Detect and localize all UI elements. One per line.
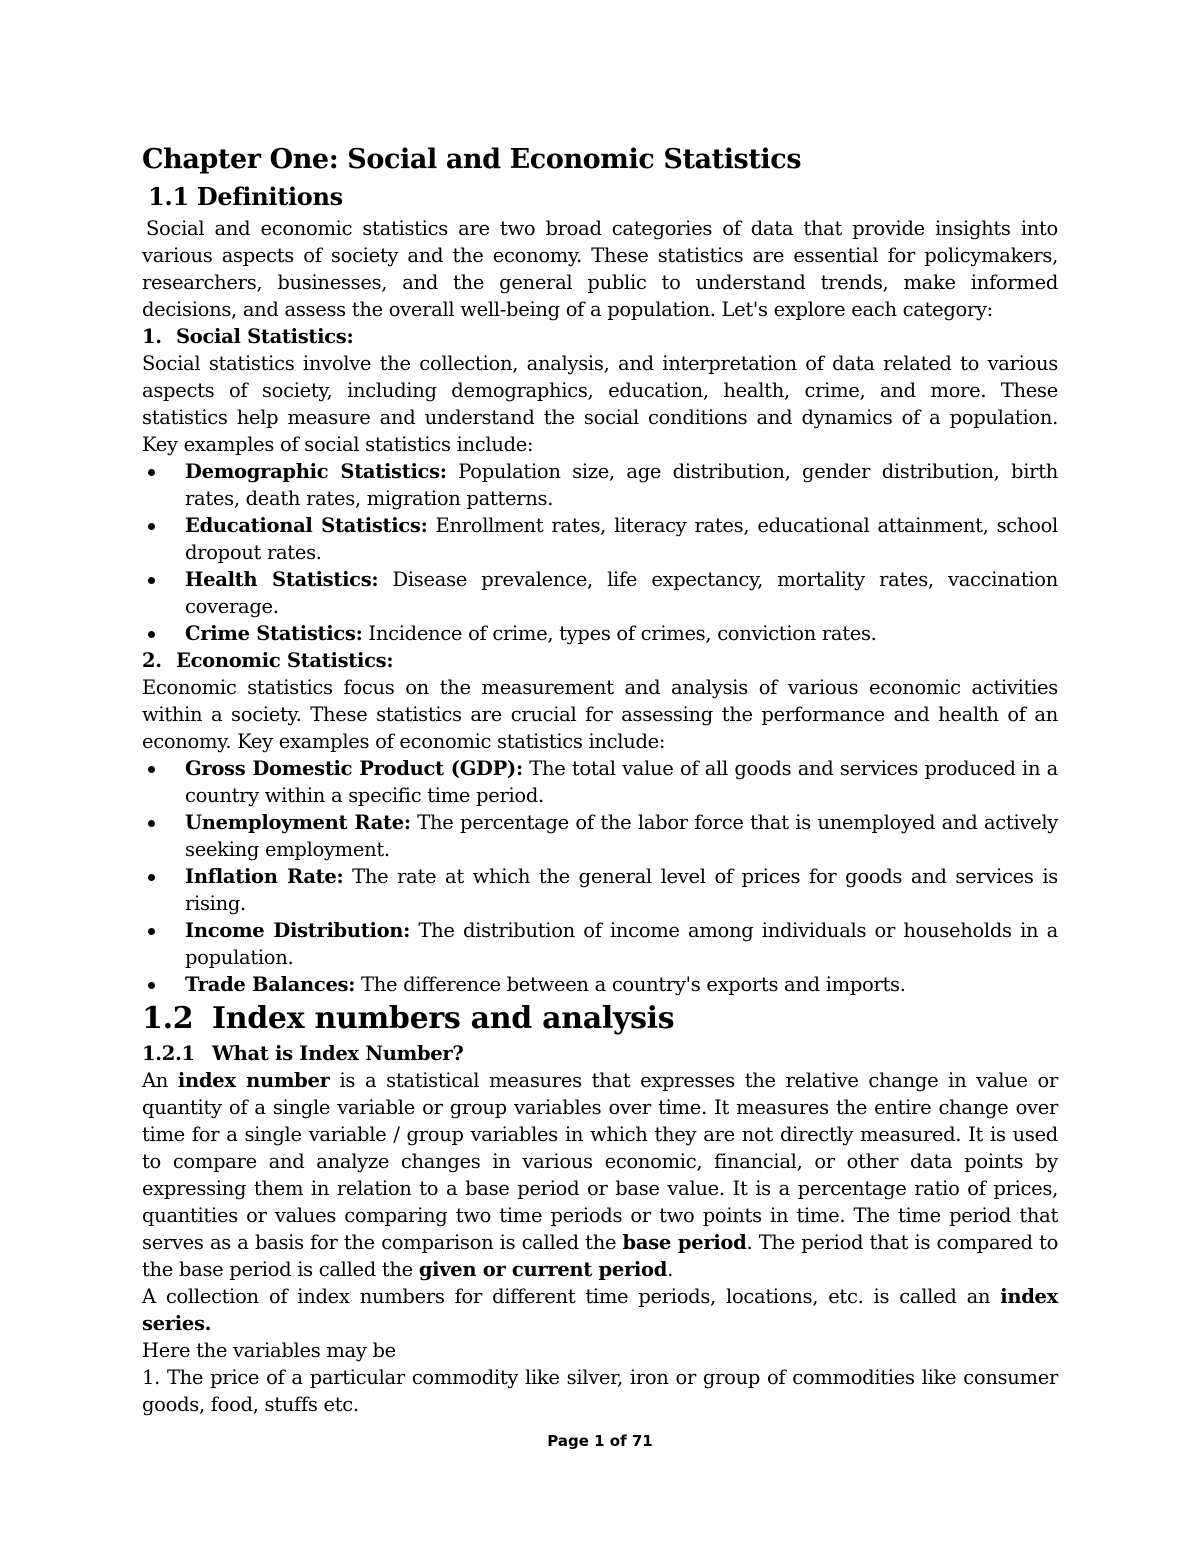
bullet-icon bbox=[148, 631, 155, 638]
list-item-term: Unemployment Rate: bbox=[185, 811, 411, 834]
list-item-term: Gross Domestic Product (GDP): bbox=[185, 757, 523, 780]
social-heading-number: 1. bbox=[142, 325, 162, 348]
list-item bbox=[142, 863, 1058, 917]
section-1-2-1-heading bbox=[142, 1040, 1058, 1067]
list-item-term: Educational Statistics: bbox=[185, 514, 428, 537]
section-1-1-heading: 1.1 Definitions bbox=[148, 182, 343, 211]
list-item bbox=[142, 458, 1058, 512]
footer-current-page: 1 bbox=[594, 1432, 605, 1450]
economic-statistics-heading bbox=[142, 647, 1058, 674]
index-text-2: is a statistical measures that expresses the relative change in value or quantity of a single variable or group variables over time. It measures the entire change over time for a single variable / group variables in which they are not directly measured. It is used to compare and analyze changes in various economic, financial, or other data points by expressing them in relation to a base period or base value. It is a percentage ratio of prices, quantities or values comparing two time periods or two points in time. The time period that serves as a basis for the comparison is called the bbox=[142, 1069, 1058, 1254]
section-1-2-number: 1.2 bbox=[142, 1001, 194, 1036]
footer-total-pages: 71 bbox=[631, 1432, 653, 1450]
footer-middle: of bbox=[604, 1432, 632, 1450]
section-1-2-1-number: 1.2.1 bbox=[142, 1042, 195, 1065]
list-item bbox=[142, 917, 1058, 971]
series-text-1: A collection of index numbers for different time periods, locations, etc. is called an bbox=[142, 1285, 1001, 1308]
index-number-paragraph bbox=[142, 1067, 1058, 1283]
footer-prefix: Page bbox=[547, 1432, 595, 1450]
list-item bbox=[142, 512, 1058, 566]
section-1-2-heading bbox=[142, 1000, 1058, 1038]
index-term-base-period: base period bbox=[622, 1231, 747, 1254]
list-item-text: Population size, age distribution, gender distribution, birth rates, death rates, migration patterns. bbox=[185, 460, 1058, 510]
social-heading-text: Social Statistics: bbox=[176, 325, 354, 348]
bullet-icon bbox=[148, 820, 155, 827]
list-item-text: The rate at which the general level of prices for goods and services is rising. bbox=[185, 865, 1058, 915]
bullet-icon bbox=[148, 766, 155, 773]
bullet-icon bbox=[148, 874, 155, 881]
list-item-text: The distribution of income among individuals or households in a population. bbox=[185, 919, 1058, 969]
bullet-icon bbox=[148, 982, 155, 989]
bullet-icon bbox=[148, 469, 155, 476]
section-1-2-1-title: What is Index Number? bbox=[212, 1042, 464, 1065]
list-item-term: Crime Statistics: bbox=[185, 622, 363, 645]
index-series-paragraph bbox=[142, 1283, 1058, 1337]
chapter-title: Chapter One: Social and Economic Statistics bbox=[142, 144, 802, 175]
index-text-1: An bbox=[142, 1069, 178, 1092]
intro-paragraph: Social and economic statistics are two broad categories of data that provide insights into various aspects of society and the economy. These statistics are essential for policymakers, researchers, businesses, and the general public to understand trends, make informed decisions, and assess the overall well-being of a population. Let's explore each category: bbox=[142, 217, 1058, 321]
series-term-index-series: index series. bbox=[142, 1285, 1058, 1335]
list-item-text: The difference between a country's exports and imports. bbox=[355, 973, 906, 996]
list-item-term: Trade Balances: bbox=[185, 973, 356, 996]
section-1-2-title: Index numbers and analysis bbox=[212, 1001, 675, 1036]
social-statistics-heading bbox=[142, 323, 1058, 350]
list-item bbox=[142, 971, 1058, 998]
list-item-text: Incidence of crime, types of crimes, conviction rates. bbox=[362, 622, 877, 645]
variables-intro: Here the variables may be bbox=[142, 1339, 396, 1362]
list-item-text: Disease prevalence, life expectancy, mortality rates, vaccination coverage. bbox=[185, 568, 1058, 618]
list-item-text: The total value of all goods and services produced in a country within a specific time period. bbox=[185, 757, 1058, 807]
list-item bbox=[142, 755, 1058, 809]
list-item-term: Income Distribution: bbox=[185, 919, 411, 942]
social-statistics-body: Social statistics involve the collection, analysis, and interpretation of data related to various aspects of society, including demographics, education, health, crime, and more. These statistics help measure and understand the social conditions and dynamics of a population. Key examples of social statistics include: bbox=[142, 352, 1058, 456]
economic-heading-number: 2. bbox=[142, 649, 162, 672]
economic-heading-text: Economic Statistics: bbox=[176, 649, 394, 672]
index-text-4: . bbox=[667, 1258, 673, 1281]
bullet-icon bbox=[148, 577, 155, 584]
list-item bbox=[142, 809, 1058, 863]
list-item bbox=[142, 566, 1058, 620]
index-term-index-number: index number bbox=[177, 1069, 330, 1092]
list-item bbox=[142, 620, 1058, 647]
variables-item-1: 1. The price of a particular commodity like silver, iron or group of commodities like consumer goods, food, stuffs etc. bbox=[142, 1366, 1058, 1416]
social-statistics-list bbox=[142, 458, 1058, 647]
list-item-text: The percentage of the labor force that is unemployed and actively seeking employment. bbox=[185, 811, 1058, 861]
list-item-text: Enrollment rates, literacy rates, educational attainment, school dropout rates. bbox=[185, 514, 1058, 564]
bullet-icon bbox=[148, 523, 155, 530]
list-item-term: Health Statistics: bbox=[185, 568, 379, 591]
economic-statistics-body: Economic statistics focus on the measurement and analysis of various economic activities within a society. These statistics are crucial for assessing the performance and health of an economy. Key examples of economic statistics include: bbox=[142, 676, 1058, 753]
index-term-current-period: given or current period bbox=[418, 1258, 668, 1281]
page-content bbox=[142, 140, 1058, 1418]
bullet-icon bbox=[148, 928, 155, 935]
list-item-term: Inflation Rate: bbox=[185, 865, 344, 888]
list-item-term: Demographic Statistics: bbox=[185, 460, 447, 483]
index-text-3: . The period that is compared to the base period is called the bbox=[142, 1231, 1059, 1281]
economic-statistics-list bbox=[142, 755, 1058, 998]
page-footer bbox=[0, 1432, 1200, 1450]
